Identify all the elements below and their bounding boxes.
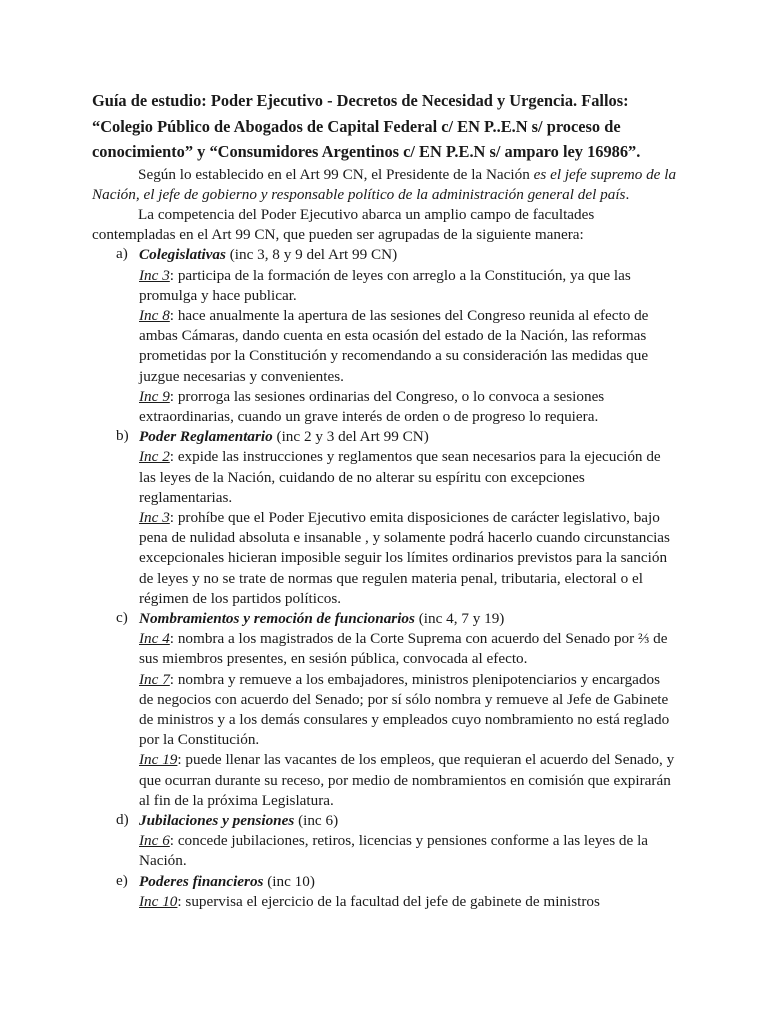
intro-text-end: . <box>625 185 630 203</box>
sub-paragraph <box>139 306 678 387</box>
sub-paragraph <box>139 831 678 871</box>
list-item <box>92 245 678 427</box>
sub-paragraph <box>139 670 678 751</box>
inc-label: Inc 10 <box>139 892 178 910</box>
inc-label: Inc 3 <box>139 266 170 284</box>
inc-label: Inc 8 <box>139 306 170 324</box>
inc-label: Inc 7 <box>139 670 170 688</box>
item-heading <box>139 609 678 629</box>
item-heading-rest: (inc 4, 7 y 19) <box>414 609 505 627</box>
list-item <box>92 427 678 609</box>
inc-text: : hace anualmente la apertura de las sesiones del Congreso reunida al efecto de ambas Cámaras, dando cuenta en esta ocasión del estado de la Nación, las reformas prometidas por la Constitución y recomendando a su consideración las medidas que juzgue necesarias y convenientes. <box>139 306 649 385</box>
competence-paragraph: La competencia del Poder Ejecutivo abarca un amplio campo de facultades contempladas en el Art 99 CN, que pueden ser agrupadas de la siguiente manera: <box>92 205 595 244</box>
item-heading-rest: (inc 3, 8 y 9 del Art 99 CN) <box>225 246 398 264</box>
list-marker: c) <box>116 608 128 626</box>
item-heading-title: Poderes financieros <box>139 872 264 890</box>
sub-paragraph <box>139 750 678 811</box>
sub-paragraph <box>139 266 678 306</box>
inc-text: : participa de la formación de leyes con arreglo a la Constitución, ya que las promulga y hace publicar. <box>139 266 631 304</box>
item-heading-title: Nombramientos y remoción de funcionarios <box>139 609 415 627</box>
inc-label: Inc 3 <box>139 508 170 526</box>
sub-paragraph <box>139 387 678 427</box>
list-marker: b) <box>116 427 129 445</box>
inc-text: : concede jubilaciones, retiros, licencias y pensiones conforme a las leyes de la Nación. <box>139 832 649 870</box>
list-marker: d) <box>116 811 129 828</box>
list-marker: e) <box>116 871 128 889</box>
inc-text: : puede llenar las vacantes de los empleos, que requieran el acuerdo del Senado, y que ocurran durante su receso, por medio de nombramientos en comisión que expirarán al fin de la próxima Legislatura. <box>139 751 675 809</box>
inc-text: : prohíbe que el Poder Ejecutivo emita disposiciones de carácter legislativo, bajo pena de nulidad absoluta e insanable , y solamente podrá hacerlo cuando circunstancias excepcionales hicieran imposible seguir los límites ordinarios previstos para la sanción de leyes y no se trate de normas que regulen materia penal, tributaria, electoral o el régimen de los partidos políticos. <box>139 508 670 607</box>
intro-text: Según lo establecido en el Art 99 CN, el Presidente de la Nación <box>138 165 534 183</box>
item-heading-title: Colegislativas <box>139 246 226 264</box>
item-heading <box>139 872 678 892</box>
inc-text: : nombra y remueve a los embajadores, ministros plenipotenciarios y encargados de negocios con acuerdo del Senado; por sí sólo nombra y remueve al Jefe de Gabinete de ministros y a los demás consulares y empleados cuyo nombramiento no está reglado por la Constitución. <box>139 670 670 749</box>
sub-paragraph <box>139 508 678 609</box>
item-heading-rest: (inc 6) <box>294 812 339 829</box>
sub-paragraph <box>139 629 678 669</box>
inc-label: Inc 4 <box>139 630 170 648</box>
item-heading-rest: (inc 2 y 3 del Art 99 CN) <box>272 428 429 446</box>
list-item <box>92 609 678 811</box>
intro-italic-text: es el jefe supremo de la Nación, el jefe de gobierno y responsable político de la administración general del país <box>92 165 677 203</box>
inc-text: : supervisa el ejercicio de la facultad del jefe de gabinete de ministros <box>177 892 600 910</box>
inc-label: Inc 19 <box>139 751 178 769</box>
list-item <box>92 811 678 872</box>
inc-text: : expide las instrucciones y reglamentos que sean necesarios para la ejecución de las leyes de la Nación, cuidando de no alterar su espíritu con excepciones reglamentarias. <box>139 448 661 506</box>
item-heading-title: Poder Reglamentario <box>139 428 273 446</box>
sub-paragraph <box>139 447 678 508</box>
inc-label: Inc 9 <box>139 387 170 405</box>
item-heading <box>139 245 678 265</box>
item-heading <box>139 811 678 831</box>
sub-paragraph <box>139 892 678 912</box>
item-heading <box>139 427 678 447</box>
list-marker: a) <box>116 245 128 263</box>
item-heading-rest: (inc 10) <box>263 872 315 890</box>
list-item <box>92 872 678 912</box>
intro-paragraph <box>92 165 678 205</box>
powers-list <box>92 245 678 912</box>
inc-text: : prorroga las sesiones ordinarias del Congreso, o lo convoca a sesiones extraordinarias, cuando un grave interés de orden o de progreso lo requiera. <box>139 387 605 425</box>
inc-label: Inc 6 <box>139 832 170 850</box>
inc-label: Inc 2 <box>139 448 170 466</box>
item-heading-title: Jubilaciones y pensiones <box>139 812 295 829</box>
inc-text: : nombra a los magistrados de la Corte Suprema con acuerdo del Senado por ⅔ de sus miembros presentes, en sesión pública, convocada al efecto. <box>139 630 668 668</box>
document-title: Guía de estudio: Poder Ejecutivo - Decretos de Necesidad y Urgencia. Fallos: “Colegio Público de Abogados de Capital Federal c/ EN P..E.N s/ proceso de conocimiento” y “Consumidores Argentinos c/ EN P.E.N s/ amparo ley 16986”. <box>92 91 641 161</box>
